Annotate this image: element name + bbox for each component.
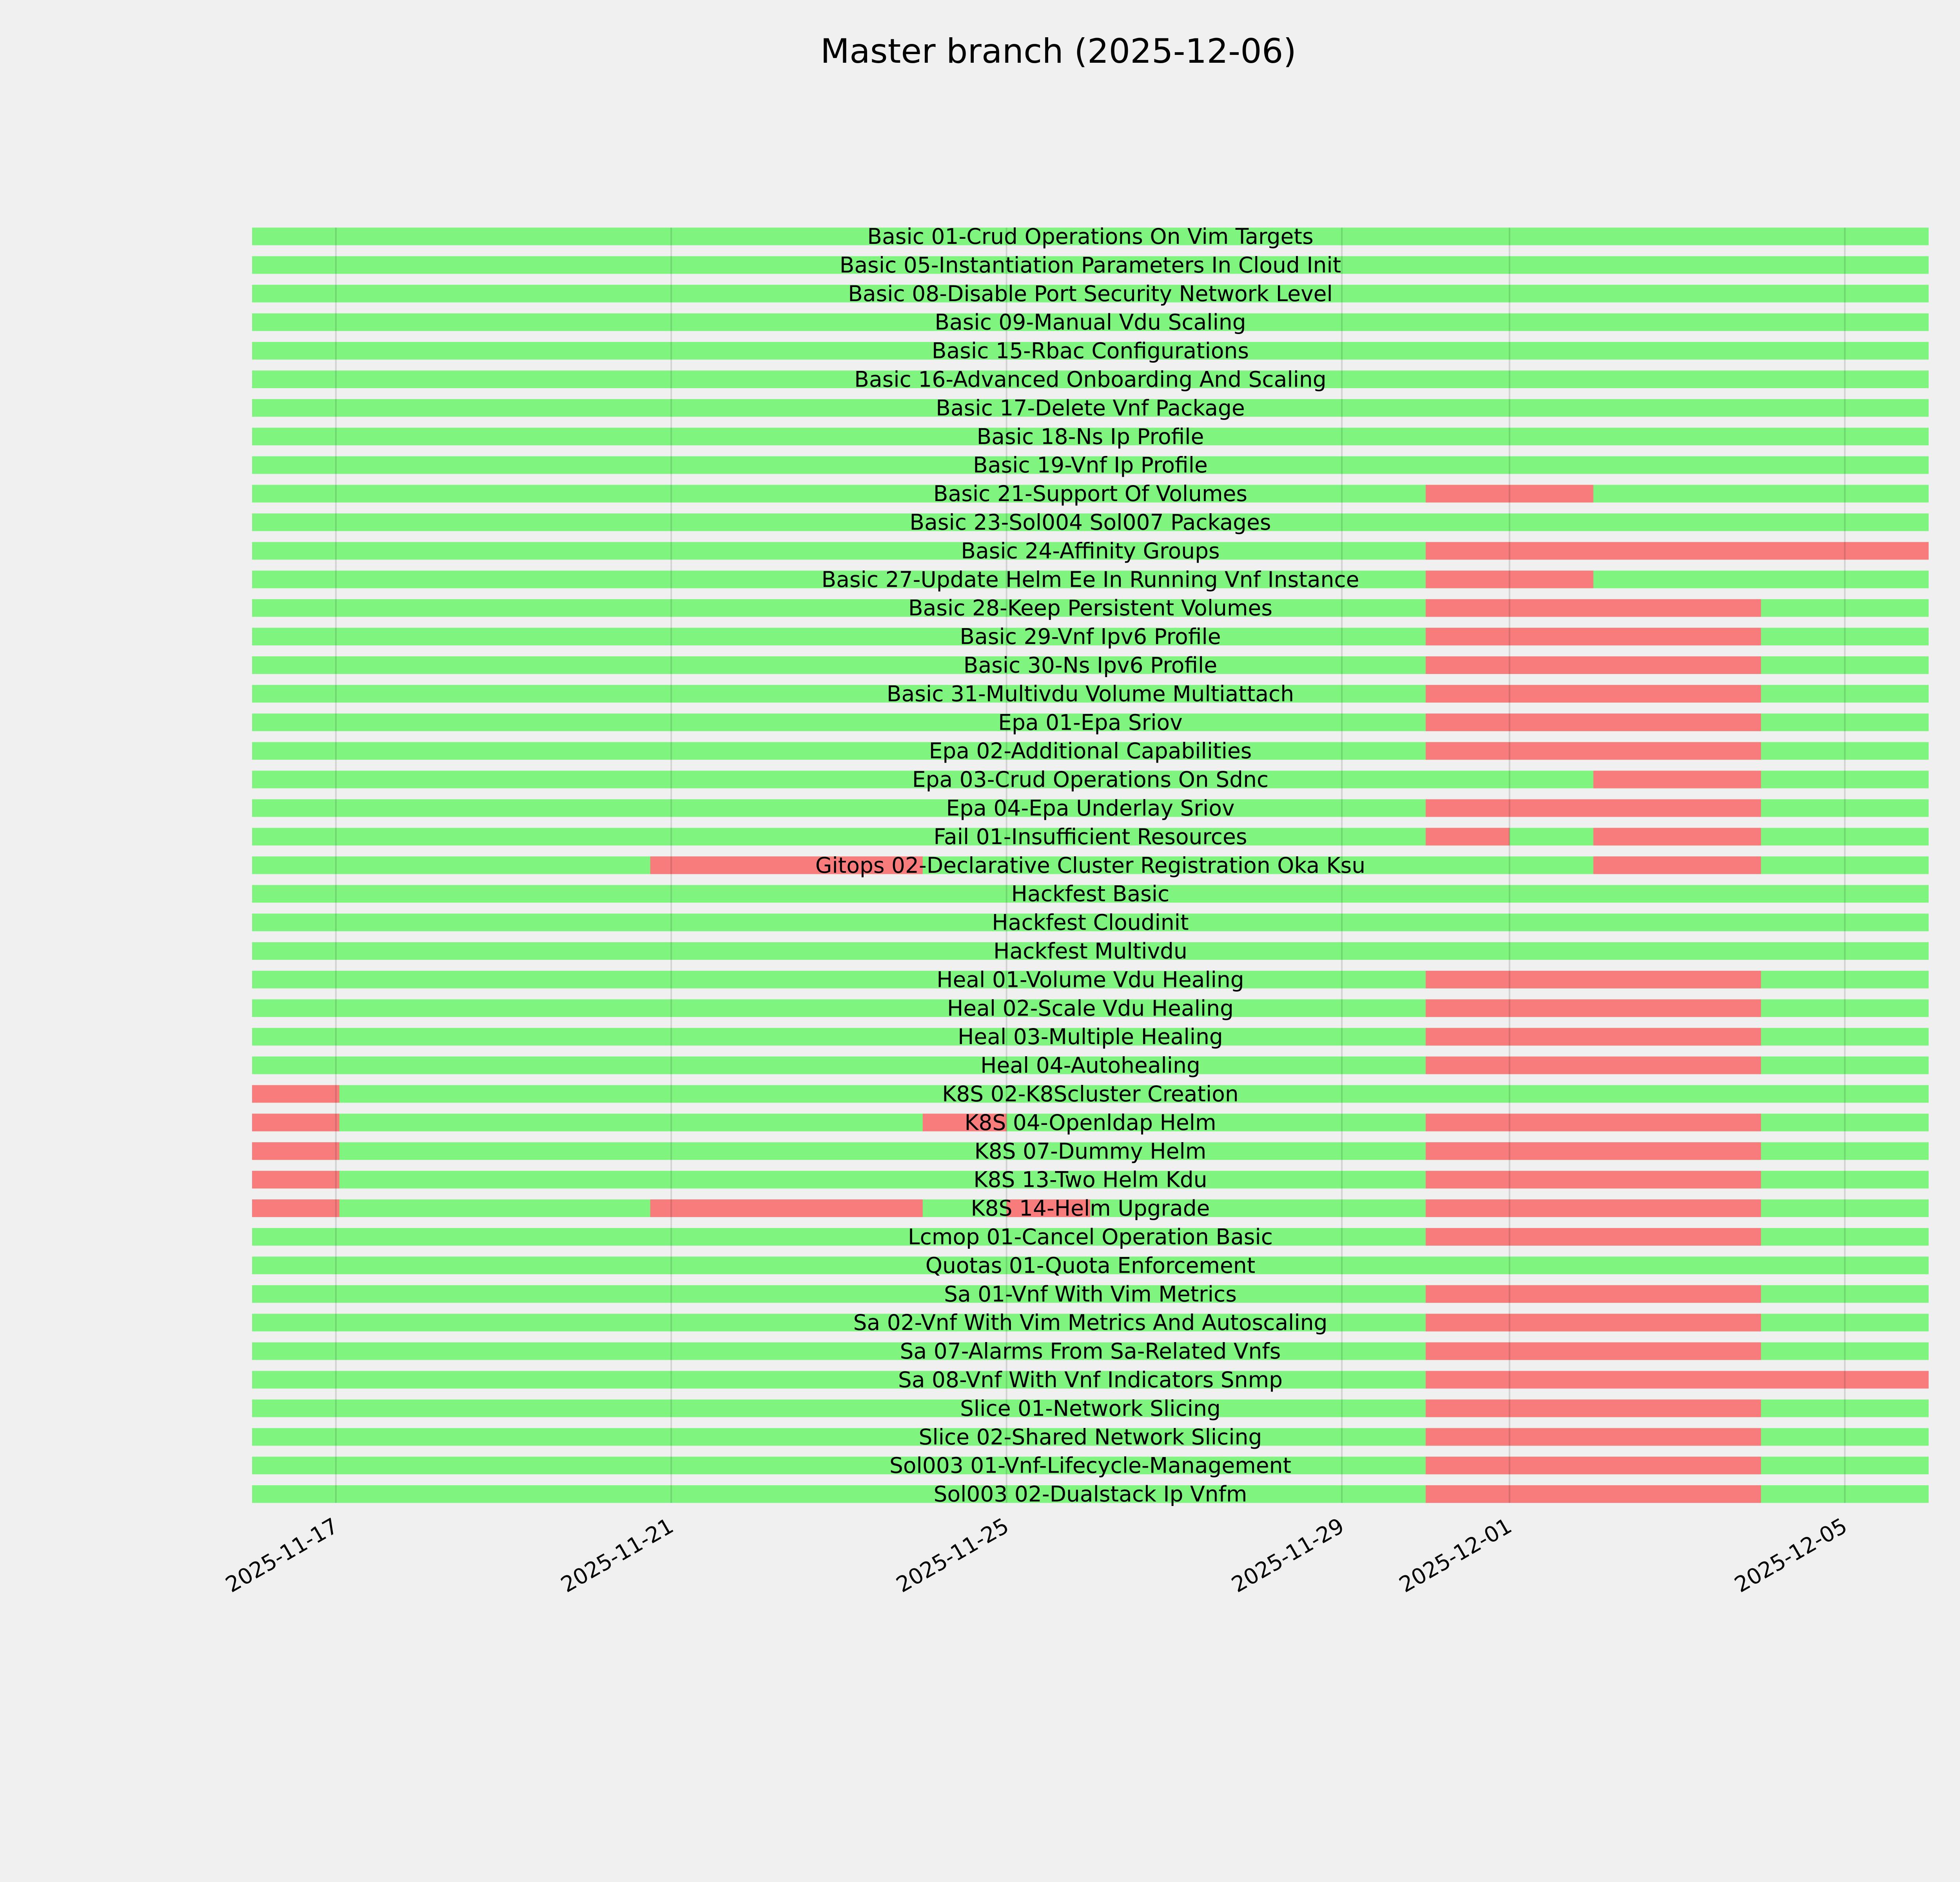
test-label: Basic 19-Vnf Ip Profile — [973, 452, 1208, 478]
test-label: Hackfest Multivdu — [993, 938, 1187, 964]
fail-bar — [252, 1199, 339, 1217]
fail-bar — [1426, 542, 1929, 560]
fail-bar — [1426, 971, 1761, 988]
fail-bar — [252, 1114, 339, 1131]
fail-bar — [1426, 1228, 1761, 1246]
x-tick-label: 2025-11-25 — [892, 1513, 1013, 1598]
fail-bar — [1426, 656, 1761, 674]
fail-bar — [1426, 599, 1761, 617]
chart-title: Master branch (2025-12-06) — [820, 32, 1297, 71]
test-label: Quotas 01-Quota Enforcement — [925, 1253, 1256, 1278]
test-label: Hackfest Basic — [1011, 881, 1170, 906]
test-label: Gitops 02-Declarative Cluster Registration Oka Ksu — [815, 852, 1366, 878]
fail-bar — [1426, 1171, 1761, 1188]
test-label: Basic 09-Manual Vdu Scaling — [935, 309, 1246, 335]
test-label: Sa 08-Vnf With Vnf Indicators Snmp — [898, 1367, 1283, 1392]
test-label: Basic 28-Keep Persistent Volumes — [908, 595, 1273, 621]
fail-bar — [1426, 1371, 1929, 1389]
fail-bar — [1426, 685, 1761, 703]
fail-bar — [1426, 1199, 1761, 1217]
fail-bar — [1426, 828, 1510, 845]
test-label: Basic 05-Instantiation Parameters In Cloud Init — [839, 252, 1341, 278]
test-label: Basic 31-Multivdu Volume Multiattach — [886, 681, 1294, 707]
x-tick-label: 2025-11-21 — [556, 1513, 678, 1598]
test-label: Heal 04-Autohealing — [980, 1053, 1200, 1078]
test-label: Heal 01-Volume Vdu Healing — [936, 967, 1244, 992]
fail-bar — [1426, 1028, 1761, 1046]
test-label: Hackfest Cloudinit — [992, 910, 1189, 935]
test-label: Basic 18-Ns Ip Profile — [976, 424, 1204, 449]
test-label: Basic 17-Delete Vnf Package — [936, 395, 1245, 421]
test-label: Basic 30-Ns Ipv6 Profile — [963, 652, 1218, 678]
test-label: Lcmop 01-Cancel Operation Basic — [908, 1224, 1273, 1250]
x-tick-label: 2025-11-17 — [221, 1513, 343, 1598]
test-label: Sa 02-Vnf With Vim Metrics And Autoscaling — [853, 1310, 1328, 1335]
fail-bar — [650, 1199, 923, 1217]
test-label: Basic 29-Vnf Ipv6 Profile — [960, 624, 1221, 649]
x-axis-ticks — [221, 1513, 1851, 1597]
fail-bar — [252, 1085, 339, 1103]
test-label: Fail 01-Insufficient Resources — [933, 824, 1247, 849]
test-label: Epa 03-Crud Operations On Sdnc — [912, 767, 1269, 792]
test-label: Sa 01-Vnf With Vim Metrics — [944, 1281, 1237, 1307]
test-label: K8S 02-K8Scluster Creation — [942, 1081, 1239, 1106]
fail-bar — [1426, 1428, 1761, 1446]
test-label: K8S 07-Dummy Helm — [974, 1138, 1207, 1164]
fail-bar — [1426, 999, 1761, 1017]
test-label: Sol003 02-Dualstack Ip Vnfm — [933, 1481, 1247, 1507]
test-label: Basic 21-Support Of Volumes — [933, 481, 1248, 507]
test-label: Epa 02-Additional Capabilities — [929, 738, 1252, 764]
fail-bar — [1426, 1114, 1761, 1131]
test-label: Heal 03-Multiple Healing — [958, 1024, 1223, 1050]
test-label: Basic 08-Disable Port Security Network Level — [848, 281, 1333, 306]
test-label: Epa 04-Epa Underlay Sriov — [946, 796, 1235, 821]
test-label: Slice 02-Shared Network Slicing — [918, 1424, 1262, 1450]
fail-bar — [1426, 742, 1761, 760]
test-label: K8S 13-Two Helm Kdu — [973, 1167, 1207, 1192]
fail-bar — [1426, 1342, 1761, 1360]
fail-bar — [1426, 628, 1761, 645]
test-label: Basic 23-Sol004 Sol007 Packages — [909, 510, 1271, 535]
test-label: Slice 01-Network Slicing — [960, 1395, 1221, 1421]
test-label: Basic 16-Advanced Onboarding And Scaling — [854, 367, 1327, 392]
fail-bar — [1426, 1399, 1761, 1417]
fail-bar — [1593, 828, 1761, 845]
test-label: Basic 15-Rbac Configurations — [931, 338, 1249, 363]
fail-bar — [1426, 1314, 1761, 1332]
test-label: Epa 01-Epa Sriov — [998, 710, 1183, 735]
fail-bar — [252, 1142, 339, 1160]
fail-bar — [1426, 1142, 1761, 1160]
fail-bar — [1426, 1057, 1761, 1074]
fail-bar — [1426, 1457, 1761, 1474]
test-label: Sol003 01-Vnf-Lifecycle-Management — [889, 1453, 1292, 1478]
test-label: Sa 07-Alarms From Sa-Related Vnfs — [900, 1339, 1281, 1364]
test-label: Basic 24-Affinity Groups — [961, 538, 1220, 563]
test-label: Basic 01-Crud Operations On Vim Targets — [867, 224, 1314, 249]
x-tick-label: 2025-12-05 — [1730, 1513, 1851, 1598]
test-label: K8S 14-Helm Upgrade — [971, 1195, 1210, 1221]
test-label: Heal 02-Scale Vdu Healing — [947, 995, 1234, 1021]
fail-bar — [1593, 856, 1761, 874]
fail-bar — [1426, 714, 1761, 731]
test-label: Basic 27-Update Helm Ee In Running Vnf Instance — [821, 567, 1359, 592]
x-tick-label: 2025-12-01 — [1395, 1513, 1516, 1598]
x-tick-label: 2025-11-29 — [1227, 1513, 1348, 1598]
fail-bar — [1426, 799, 1761, 817]
test-label: K8S 04-Openldap Helm — [964, 1110, 1216, 1135]
fail-bar — [252, 1171, 339, 1188]
fail-bar — [1426, 1485, 1761, 1503]
fail-bar — [1593, 771, 1761, 788]
fail-bar — [1426, 1285, 1761, 1303]
